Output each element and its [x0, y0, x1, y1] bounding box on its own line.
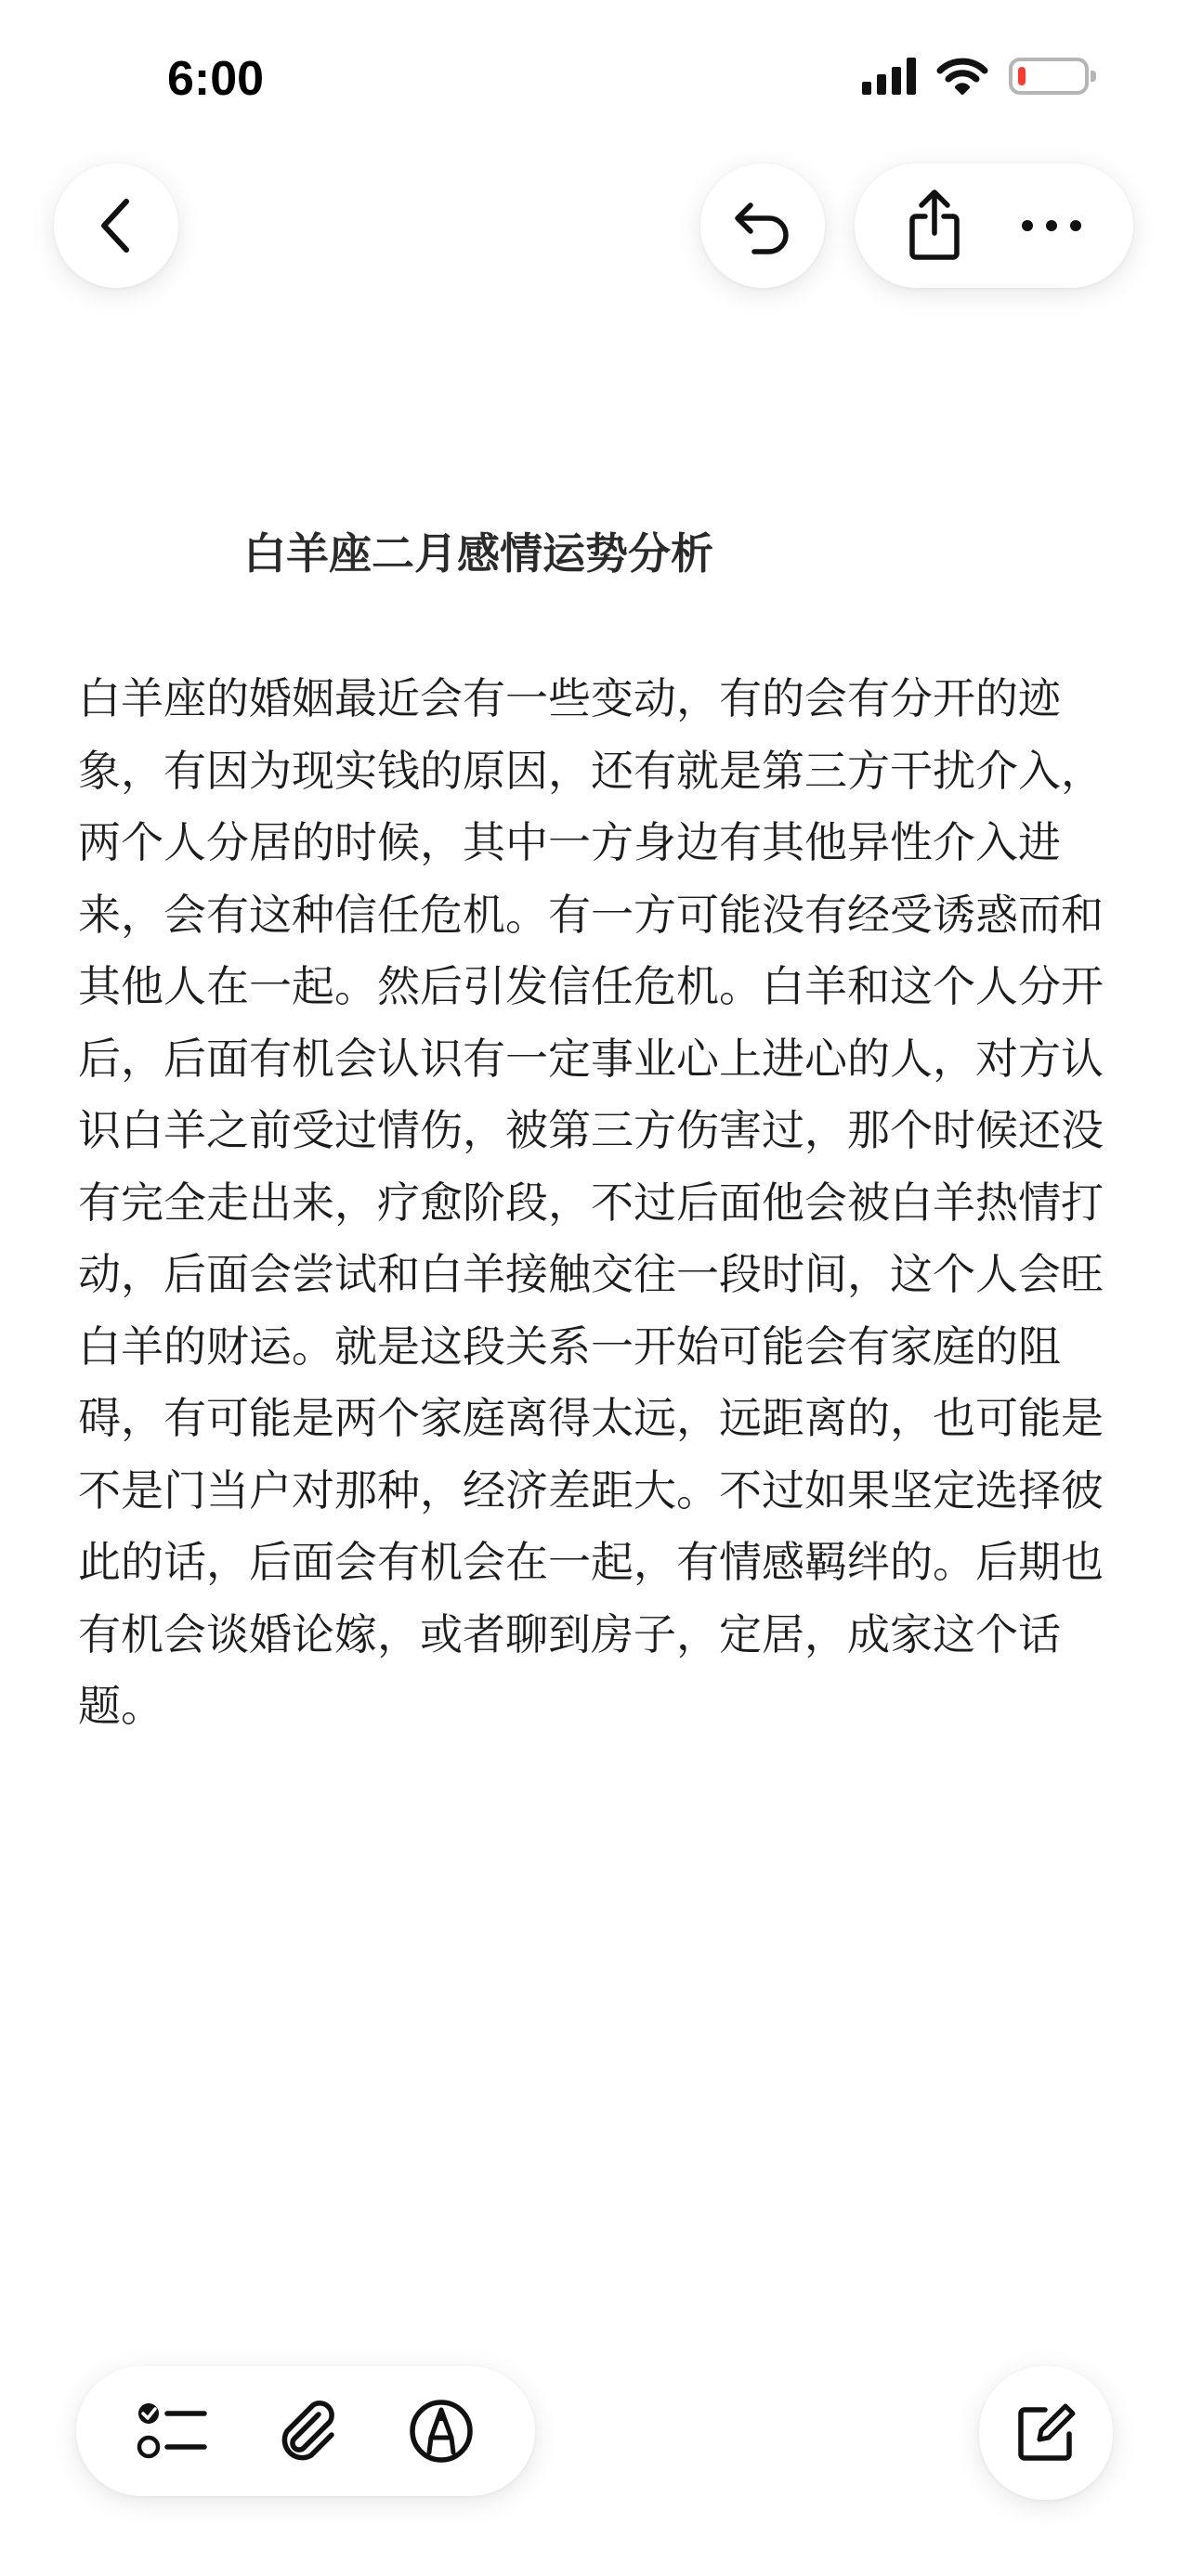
status-indicators: [862, 58, 1089, 95]
share-button[interactable]: [905, 189, 964, 263]
share-icon: [905, 189, 964, 263]
undo-icon: [730, 196, 795, 255]
back-button[interactable]: [54, 163, 178, 288]
checklist-button[interactable]: [136, 2399, 210, 2464]
attachment-button[interactable]: [276, 2396, 341, 2466]
battery-level: [1018, 67, 1026, 85]
note-body[interactable]: 白羊座的婚姻最近会有一些变动，有的会有分开的迹象，有因为现实钱的原因，还有就是第三方干扰介入，两个人分居的时候，其中一方身边有其他异性介入进来，会有这种信任危机。有一方可能没有经受诱惑而和其他人在一起。然后引发信任危机。白羊和这个人分开后，后面有机会认识有一定事业心上进心的人，对方认识白羊之前受过情伤，被第三方伤害过，那个时候还没有完全走出来，疗愈阶段，不过后面他会被白羊热情打动，后面会尝试和白羊接触交往一段时间，这个人会旺白羊的财运。就是这段关系一开始可能会有家庭的阻碍，有可能是两个家庭离得太远，远距离的，也可能是不是门当户对那种，经济差距大。不过如果坚定选择彼此的话，后面会有机会在一起，有情感羁绊的。后期也有机会谈婚论嫁，或者聊到房子，定居，成家这个话题。: [78, 673, 1104, 1731]
ellipsis-icon: [1019, 216, 1084, 235]
more-button[interactable]: [1019, 216, 1084, 235]
checklist-icon: [136, 2399, 210, 2464]
note-title[interactable]: 白羊座二月感情运势分析: [243, 528, 713, 579]
undo-button[interactable]: [700, 163, 825, 288]
cellular-signal-icon: [862, 58, 916, 95]
markup-button[interactable]: [407, 2397, 476, 2465]
pen-markup-icon: [407, 2397, 476, 2465]
status-time: 6:00: [167, 52, 265, 106]
bottom-toolbar: [76, 2366, 535, 2496]
chevron-left-icon: [93, 196, 139, 255]
battery-icon: [1009, 58, 1089, 95]
paperclip-icon: [276, 2396, 341, 2466]
top-action-group: [855, 163, 1133, 288]
compose-button[interactable]: [979, 2366, 1113, 2500]
wifi-icon: [936, 58, 988, 95]
compose-icon: [1013, 2400, 1078, 2465]
